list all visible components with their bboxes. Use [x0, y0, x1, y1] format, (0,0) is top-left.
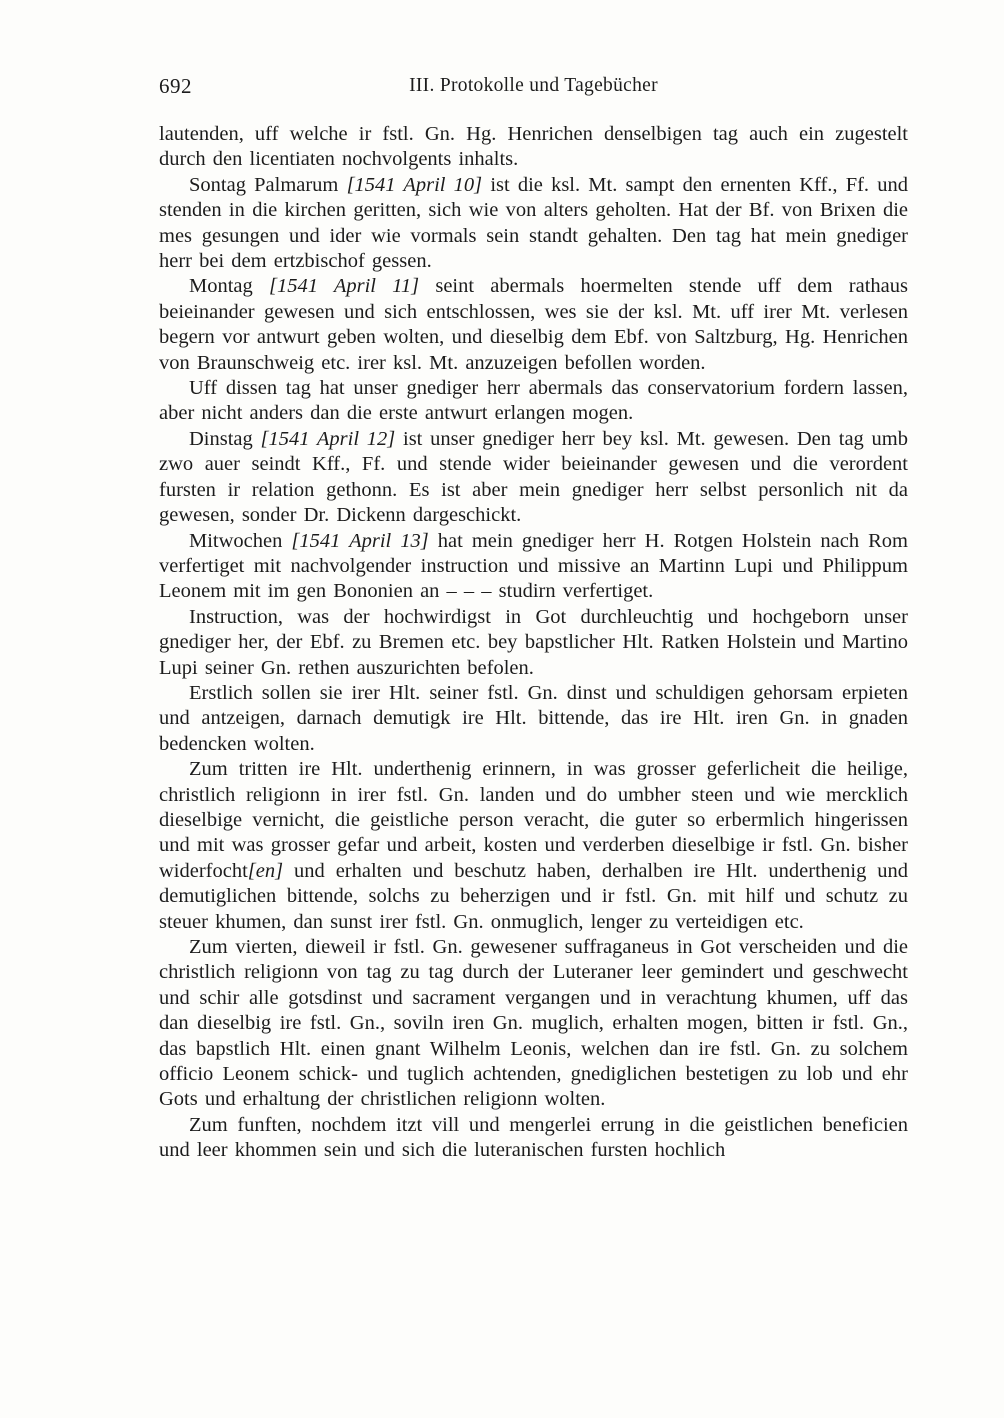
text-run: Zum vierten, dieweil ir fstl. Gn. gewesener suffraganeus in Got verscheiden und die christlich religionn von tag zu tag durch der Luteraner leer gemindert und geschwecht und schir alle gotsdinst und sacrament vergangen und in verachtung khumen, uff das dan dieselbig ire fstl. Gn., soviln iren Gn. muglich, erhalten mogen, bitten ir fstl. Gn., das bapstlich Hlt. einen gnant Wilhelm Leonis, welchen dan ire fstl. Gn. zu solchem officio Leonem schick- und tuglich achtenden, gnediglichen bestetigen zu lob und ehr Gots und erhaltung der christlichen religionn wolten.	[159, 936, 908, 1111]
page-header	[159, 74, 908, 100]
text-run: Instruction, was der hochwirdigst in Got durchleuchtig und hochgeborn unser gnediger her, der Ebf. zu Bremen etc. bey bapstlicher Hlt. Ratken Holstein und Martino Lupi seiner Gn. rethen auszurichten befolen.	[159, 605, 908, 679]
text-run: Montag	[189, 275, 269, 298]
editorial-insertion-italic: [1541 April 13]	[291, 529, 429, 552]
text-run: ist unser gnediger herr bey ksl. Mt. gewesen. Den tag umb zwo auer seindt Kff., Ff. und stende wider beieinander gewesen und die verordent fursten ir relation gethonn. Es ist aber mein gnediger herr selbst personlich nit da gewesen, sonder Dr. Dickenn dargeschickt.	[159, 427, 908, 527]
body-text	[159, 122, 908, 1164]
editorial-insertion-italic: [1541 April 10]	[346, 173, 483, 196]
text-run: und erhalten und beschutz haben, derhalben ire Hlt. underthenig und demutiglichen bittende, solchs zu beherzigen und ir fstl. Gn. mit hilf und schutz zu steuer khumen, dan sunst irer fstl. Gn. onmuglich, lenger zu verteidigen etc.	[159, 859, 908, 933]
editorial-insertion-italic: [en]	[247, 859, 284, 882]
paragraph	[159, 173, 908, 275]
text-run: Sontag Palmarum	[189, 173, 347, 196]
text-run: Dinstag	[189, 427, 261, 450]
paragraph	[159, 605, 908, 681]
editorial-insertion-italic: [1541 April 11]	[269, 275, 420, 298]
text-run: hat mein gnediger herr H. Rotgen Holstein nach Rom verfertiget mit nachvolgender instruction und missive an Martinn Lupi und Philippum Leonem mit im gen Bononien an – – – studirn verfertiget.	[159, 529, 909, 603]
text-run: Zum tritten ire Hlt. underthenig erinnern, in was grosser geferlicheit die heilige, christlich religionn in irer fstl. Gn. landen und do umbher steen und wie mercklich dieselbige vernicht, die geistliche person veracht, die guter so erbermlich hingerissen und mit was grosser gefar und arbeit, kosten und verderben dieselbige ir fstl. Gn. bisher widerfocht	[159, 758, 908, 882]
text-run: lautenden, uff welche ir fstl. Gn. Hg. Henrichen denselbigen tag auch ein zugestelt durch den licentiaten nochvolgents inhalts.	[159, 123, 908, 171]
editorial-insertion-italic: [1541 April 12]	[260, 427, 396, 450]
text-run: Erstlich sollen sie irer Hlt. seiner fstl. Gn. dinst und schuldigen gehorsam erpieten und antzeigen, darnach demutigk ire Hlt. bittende, das ire Hlt. iren Gn. in gnaden bedencken wolten.	[159, 681, 908, 755]
text-run: Mitwochen	[189, 529, 292, 552]
page-number: 692	[159, 74, 192, 98]
paragraph	[159, 681, 908, 757]
paragraph	[159, 529, 908, 605]
text-run: seint abermals hoermelten stende uff dem rathaus beieinander gewesen und sich entschlossen, wes sie der ksl. Mt. uff irer Mt. verlesen begern vor antwurt geben wolten, und dieselbig dem Ebf. von Saltzburg, Hg. Henrichen von Braunschweig etc. irer ksl. Mt. anzuzeigen befollen worden.	[159, 275, 908, 374]
paragraph	[159, 1113, 908, 1164]
text-run: Uff dissen tag hat unser gnediger herr abermals das conservatorium fordern lassen, aber nicht anders dan die erste antwurt erlangen mogen.	[159, 377, 908, 425]
paragraph	[159, 376, 908, 427]
paragraph	[159, 274, 908, 376]
paragraph	[159, 757, 908, 935]
paragraph	[159, 122, 908, 173]
paragraph	[159, 427, 908, 529]
text-run: Zum funften, nochdem itzt vill und mengerlei errung in die geistlichen beneficien und leer khommen sein und sich die luteranischen fursten hochlich	[159, 1113, 908, 1162]
running-title: III. Protokolle und Tagebücher	[409, 75, 658, 96]
paragraph	[159, 935, 908, 1113]
text-run: ist die ksl. Mt. sampt den ernenten Kff., Ff. und stenden in die kirchen geritten, sich wie von alters geholten. Hat der Bf. von Brixen die mes gesungen und ider wie vormals sein standt gehalten. Den tag hat mein gnediger herr bei dem ertzbischof gessen.	[159, 173, 908, 273]
